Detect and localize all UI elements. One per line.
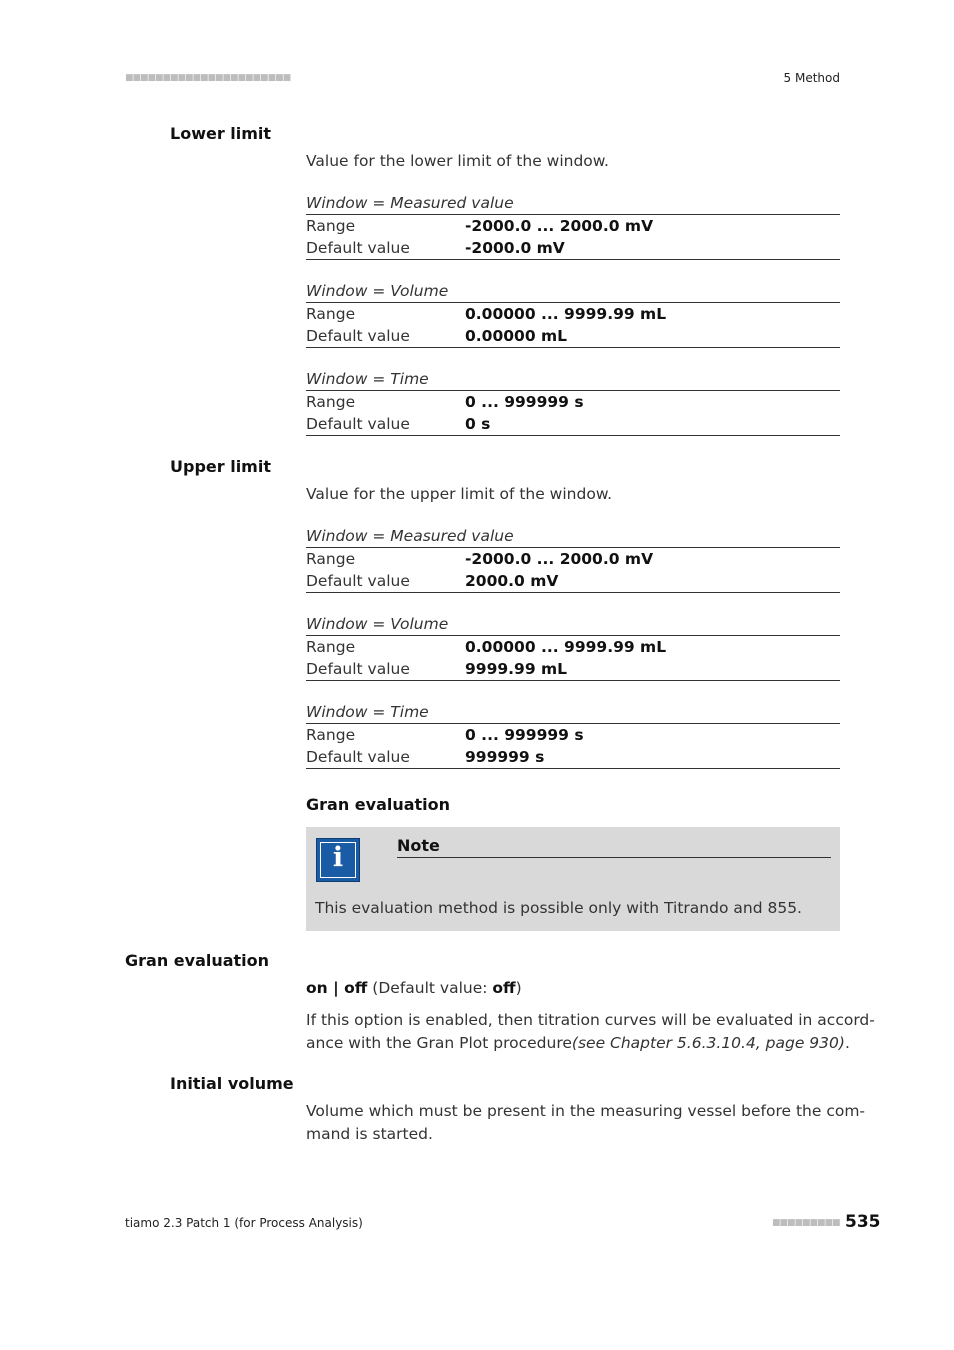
- description-line: mand is started.: [306, 1125, 433, 1143]
- row-value: 0 s: [465, 415, 491, 433]
- gran-evaluation-subheading: Gran evaluation: [306, 795, 451, 814]
- row-label: Range: [306, 305, 356, 323]
- table-row: [306, 636, 840, 658]
- default-suffix: ): [515, 979, 522, 997]
- table-row: [306, 746, 840, 769]
- row-value: -2000.0 ... 2000.0 mV: [465, 217, 654, 235]
- gran-evaluation-description: [306, 1009, 875, 1055]
- description-line: Volume which must be present in the measuring vessel before the com-: [306, 1102, 866, 1120]
- table-row: [306, 215, 840, 237]
- row-value: 0.00000 mL: [465, 327, 568, 345]
- row-label: Range: [306, 638, 356, 656]
- table-caption: Window = Volume: [306, 280, 840, 303]
- table-row: [306, 570, 840, 593]
- default-value: off: [492, 979, 516, 997]
- row-value: 0.00000 ... 9999.99 mL: [465, 638, 667, 656]
- row-value: 9999.99 mL: [465, 660, 568, 678]
- note-title: Note: [397, 835, 831, 858]
- note-box: [306, 827, 840, 931]
- description-line: If this option is enabled, then titration curves will be evaluated in accord-: [306, 1011, 875, 1029]
- lower-limit-heading: Lower limit: [170, 124, 272, 143]
- lower-limit-table-measured: [306, 192, 840, 260]
- info-icon: i: [316, 838, 360, 882]
- table-row: [306, 724, 840, 746]
- gran-evaluation-options: [306, 977, 522, 1000]
- table-caption: Window = Time: [306, 368, 840, 391]
- footer-product: tiamo 2.3 Patch 1 (for Process Analysis): [125, 1216, 363, 1230]
- upper-limit-heading: Upper limit: [170, 457, 271, 476]
- table-caption: Window = Volume: [306, 613, 840, 636]
- row-label: Default value: [306, 748, 410, 766]
- row-label: Range: [306, 217, 356, 235]
- option-separator: |: [327, 979, 345, 997]
- upper-limit-table-volume: [306, 613, 840, 681]
- table-row: [306, 325, 840, 348]
- upper-limit-table-time: [306, 701, 840, 769]
- upper-limit-table-measured: [306, 525, 840, 593]
- initial-volume-description: [306, 1100, 865, 1146]
- row-value: -2000.0 mV: [465, 239, 565, 257]
- option-off: off: [344, 979, 368, 997]
- table-row: [306, 237, 840, 260]
- row-value: 2000.0 mV: [465, 572, 559, 590]
- initial-volume-heading: Initial volume: [170, 1074, 294, 1093]
- row-label: Default value: [306, 327, 410, 345]
- table-caption: Window = Measured value: [306, 525, 840, 548]
- description-text: .: [844, 1034, 850, 1052]
- row-label: Range: [306, 393, 356, 411]
- description-text: ance with the Gran Plot procedure: [306, 1034, 572, 1052]
- row-value: 0 ... 999999 s: [465, 726, 584, 744]
- lower-limit-description: Value for the lower limit of the window.: [306, 152, 609, 170]
- chapter-title: 5 Method: [783, 71, 840, 85]
- page-number: 535: [845, 1212, 881, 1232]
- upper-limit-description: Value for the upper limit of the window.: [306, 485, 612, 503]
- row-value: 0 ... 999999 s: [465, 393, 584, 411]
- table-row: [306, 413, 840, 436]
- gran-evaluation-heading: Gran evaluation: [125, 951, 270, 970]
- row-value: 999999 s: [465, 748, 545, 766]
- row-label: Default value: [306, 239, 410, 257]
- table-row: [306, 391, 840, 413]
- row-label: Default value: [306, 660, 410, 678]
- table-caption: Window = Measured value: [306, 192, 840, 215]
- description-line: [306, 1032, 875, 1055]
- row-value: 0.00000 ... 9999.99 mL: [465, 305, 667, 323]
- footer-decoration: ■■■■■■■■■: [772, 1218, 840, 1228]
- lower-limit-table-time: [306, 368, 840, 436]
- table-row: [306, 548, 840, 570]
- row-label: Default value: [306, 415, 410, 433]
- default-prefix: (Default value:: [367, 979, 493, 997]
- row-label: Default value: [306, 572, 410, 590]
- option-on: on: [306, 979, 328, 997]
- note-text: This evaluation method is possible only with Titrando and 855.: [315, 899, 802, 917]
- lower-limit-table-volume: [306, 280, 840, 348]
- row-label: Range: [306, 726, 356, 744]
- table-row: [306, 303, 840, 325]
- table-caption: Window = Time: [306, 701, 840, 724]
- row-value: -2000.0 ... 2000.0 mV: [465, 550, 654, 568]
- chapter-reference-link[interactable]: (see Chapter 5.6.3.10.4, page 930): [571, 1034, 845, 1052]
- header-decoration: ■■■■■■■■■■■■■■■■■■■■■■: [125, 73, 291, 83]
- row-label: Range: [306, 550, 356, 568]
- table-row: [306, 658, 840, 681]
